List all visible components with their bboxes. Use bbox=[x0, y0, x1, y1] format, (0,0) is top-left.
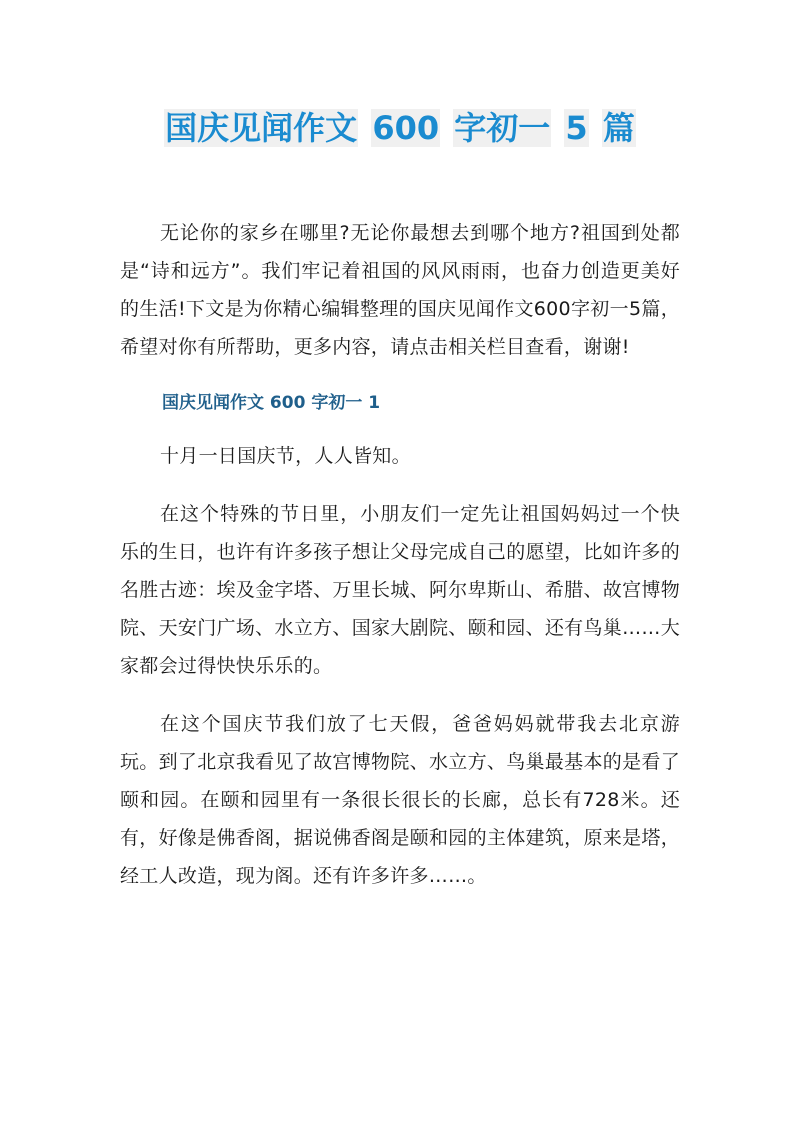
section-heading: 国庆见闻作文 600 字初一 1 bbox=[162, 393, 381, 413]
document-title bbox=[0, 104, 800, 152]
body-paragraph: 十月一日国庆节，人人皆知。 bbox=[160, 445, 411, 467]
title-segment: 篇 bbox=[602, 109, 635, 147]
body-paragraph: 在这个国庆节我们放了七天假，爸爸妈妈就带我去北京游玩。到了北京我看见了故宫博物院、水立方、鸟巢最基本的是看了颐和园。在颐和园里有一条很长很长的长廊，总长有728米。还有，好像是佛香阁，据说佛香阁是颐和园的主体建筑，原来是塔，经工人改造，现为阁。还有许多许多……。 bbox=[120, 713, 680, 887]
body-paragraph: 在这个特殊的节日里，小朋友们一定先让祖国妈妈过一个快乐的生日，也许有许多孩子想让父母完成自己的愿望，比如许多的名胜古迹：埃及金字塔、万里长城、阿尔卑斯山、希腊、故宫博物院、天安门广场、水立方、国家大剧院、颐和园、还有鸟巢……大家都会过得快快乐乐的。 bbox=[120, 503, 680, 677]
title-segment: 5 bbox=[565, 109, 588, 147]
title-segment: 字初一 bbox=[454, 109, 551, 147]
document-body bbox=[120, 214, 680, 915]
title-segment: 600 bbox=[372, 109, 440, 147]
title-segment: 国庆见闻作文 bbox=[165, 109, 358, 147]
intro-paragraph: 无论你的家乡在哪里?无论你最想去到哪个地方?祖国到处都是“诗和远方”。我们牢记着祖国的风风雨雨，也奋力创造更美好的生活!下文是为你精心编辑整理的国庆见闻作文600字初一5篇，希望对你有所帮助，更多内容，请点击相关栏目查看，谢谢! bbox=[120, 222, 680, 358]
